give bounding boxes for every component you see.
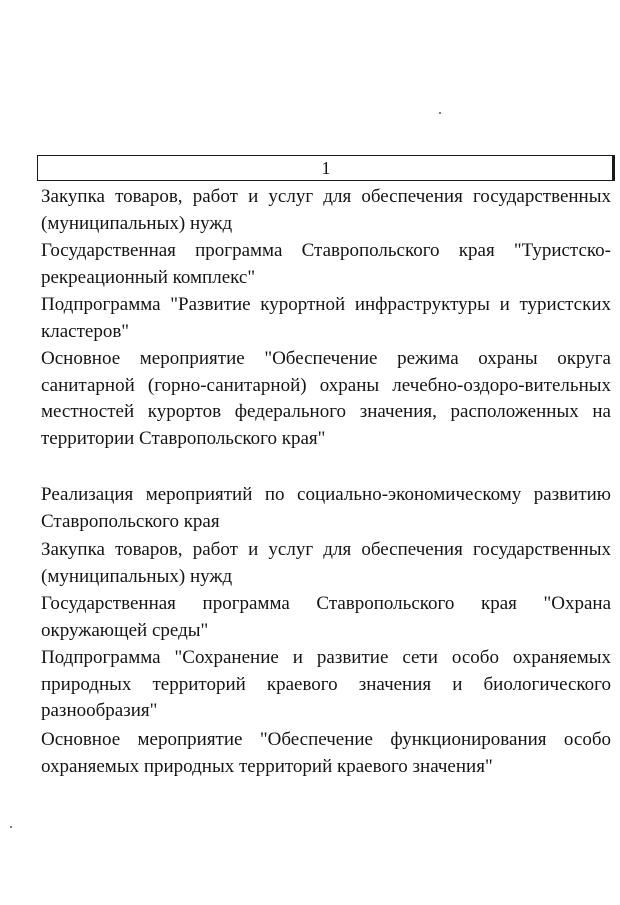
scan-speck (10, 826, 12, 828)
table-border-right (612, 155, 614, 181)
row-socioeconomic-development: Реализация мероприятий по социально-экономическому развитию Ставропольского края (41, 484, 611, 532)
row-state-program-environment: Государственная программа Ставропольского края "Охрана окружающей среды" (41, 593, 611, 641)
row-subprogram-protected-areas: Подпрограмма "Сохранение и развитие сети особо охраняемых природных территорий краевого значения и биологического разнообразия" (41, 647, 611, 721)
table-header-cell (37, 155, 615, 181)
row-main-activity-protected-areas: Основное мероприятие "Обеспечение функционирования особо охраняемых природных территорий краевого значения" (41, 729, 611, 777)
column-number: 1 (321, 158, 331, 178)
row-procurement-1: Закупка товаров, работ и услуг для обеспечения государственных (муниципальных) нужд (41, 186, 611, 234)
row-procurement-2: Закупка товаров, работ и услуг для обеспечения государственных (муниципальных) нужд (41, 539, 611, 587)
scan-speck (439, 112, 441, 114)
row-main-activity-sanitary-protection: Основное мероприятие "Обеспечение режима охраны округа санитарной (горно-санитарной) охраны лечебно-оздоро-вительных местностей курортов федерального значения, расположенных на территории Ставропольского края" (41, 348, 611, 449)
row-subprogram-resort-infrastructure: Подпрограмма "Развитие курортной инфраструктуры и туристских кластеров" (41, 294, 611, 342)
row-state-program-tourism: Государственная программа Ставропольского края "Туристско-рекреационный комплекс" (41, 240, 611, 288)
